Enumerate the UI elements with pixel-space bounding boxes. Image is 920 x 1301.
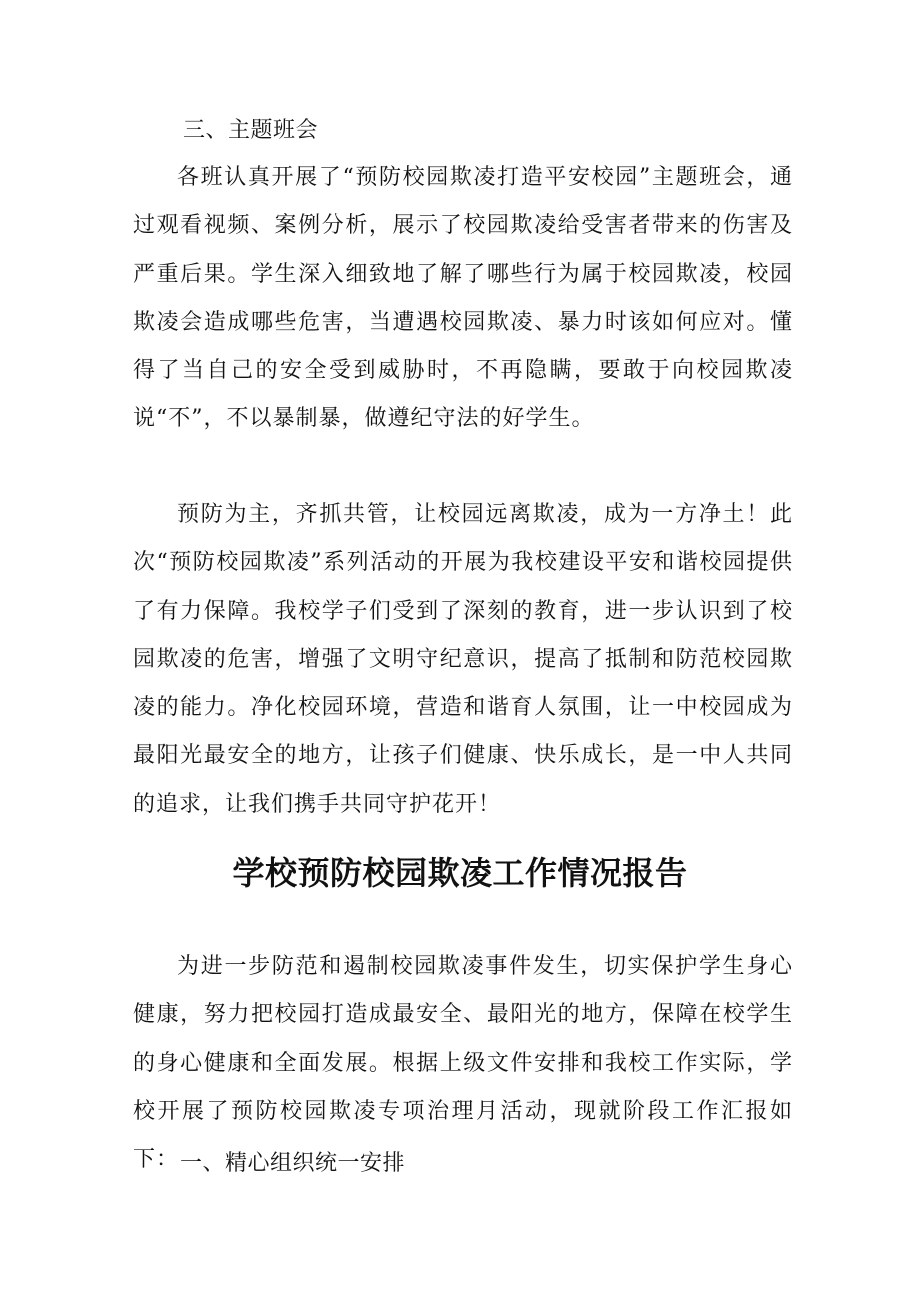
paragraph-class-meeting: 各班认真开展了“预防校园欺凌打造平安校园”主题班会，通过观看视频、案例分析，展示了校园欺凌给受害者带来的伤害及严重后果。学生深入细致地了解了哪些行为属于校园欺凌，校园欺凌会造成哪些危害，当遭遇校园欺凌、暴力时该如何应对。懂得了当自己的安全受到威胁时，不再隐瞒，要敢于向校园欺凌说“不”，不以暴制暴，做遵纪守法的好学生。 [133, 165, 793, 432]
paragraph-report-intro: 为进一步防范和遏制校园欺凌事件发生，切实保护学生身心健康，努力把校园打造成最安全、最阳光的地方，保障在校学生的身心健康和全面发展。根据上级文件安排和我校工作实际，学校开展了预防校园欺凌专项治理月活动，现就阶段工作汇报如下： [133, 954, 793, 1173]
section-heading-theme-class-meeting: 三、主题班会 [183, 118, 319, 143]
report-title: 学校预防校园欺凌工作情况报告 [232, 854, 688, 892]
section-heading-organization: 一、精心组织统一安排 [180, 1151, 406, 1176]
paragraph-prevention-summary: 预防为主，齐抓共管，让校园远离欺凌，成为一方净土！此次“预防校园欺凌”系列活动的开展为我校建设平安和谐校园提供了有力保障。我校学子们受到了深刻的教育，进一步认识到了校园欺凌的危害，增强了文明守纪意识，提高了抵制和防范校园欺凌的能力。净化校园环境，营造和谐育人氛围，让一中校园成为最阳光最安全的地方，让孩子们健康、快乐成长，是一中人共同的追求，让我们携手共同守护花开！ [133, 502, 793, 817]
